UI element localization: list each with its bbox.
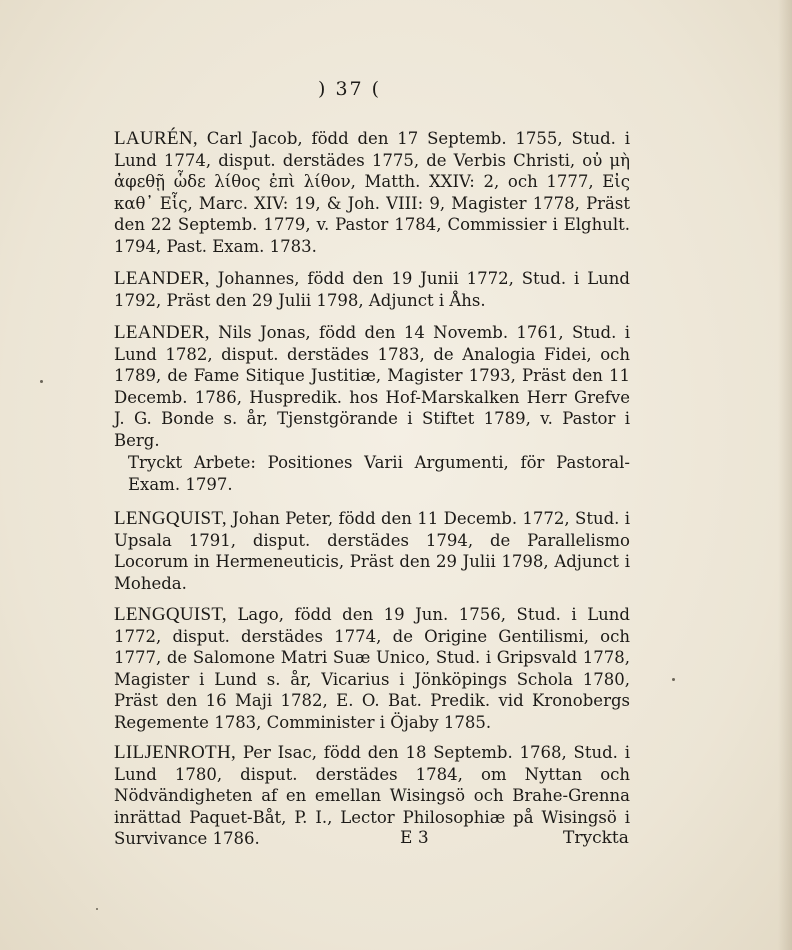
entry-lengquist-johan	[114, 508, 630, 594]
entry-name: LILJENROTH,	[114, 742, 237, 763]
printed-works-note: Tryckt Arbete: Positiones Varii Argumenti, för Pastoral-Exam. 1797.	[128, 453, 630, 494]
entry-liljenroth	[114, 742, 630, 850]
entry-text: Lago, född den 19 Jun. 1756, Stud. i Lund 1772, disput. derstädes 1774, de Origine Gentilismi, och 1777, de Salomone Matri Suæ Unico, Stud. i Gripsvald 1778, Magister i Lund s. år, Vicarius i Jönköpings Schola 1780, Präst den 16 Maji 1782, E. O. Bat. Predik. vid Kronobergs Regemente 1783, Comminister i Öjaby 1785.	[114, 605, 630, 732]
ink-speck	[96, 908, 98, 910]
catchword: Tryckta	[563, 828, 629, 848]
signature-mark: E 3	[400, 828, 429, 848]
entry-text: Johan Peter, född den 11 Decemb. 1772, Stud. i Upsala 1791, disput. derstädes 1794, de Parallelismo Locorum in Hermeneuticis, Präst den 29 Julii 1798, Adjunct i Moheda.	[114, 509, 631, 593]
entry-name: LENGQUIST,	[114, 508, 227, 529]
entry-name: LAURÉN,	[114, 128, 198, 149]
entry-lengquist-lago	[114, 604, 630, 734]
entry-text: Nils Jonas, född den 14 Novemb. 1761, Stud. i Lund 1782, disput. derstädes 1783, de Analogia Fidei, och 1789, de Fame Sitique Justitiæ, Magister 1793, Präst den 11 Decemb. 1786, Huspredik. hos Hof-Marskalken Herr Grefve J. G. Bonde s. år, Tjenstgörande i Stiftet 1789, v. Pastor i Berg.	[114, 323, 630, 450]
ink-speck	[672, 678, 675, 681]
entry-text: Per Isac, född den 18 Septemb. 1768, Stud. i Lund 1780, disput. derstädes 1784, om Nyttan och Nödvändigheten af en emellan Wisingsö och Brahe-Grenna inrättad Paquet-Båt, P. I., Lector Philosophiæ på Wisingsö i Survivance 1786.	[114, 743, 630, 849]
entry-name: LEANDER,	[114, 322, 210, 343]
running-head: ) 37 (	[318, 78, 382, 100]
entry-text: Johannes, född den 19 Junii 1772, Stud. i Lund 1792, Präst den 29 Julii 1798, Adjunct i Åhs.	[114, 269, 630, 310]
entry-leander-nils	[114, 322, 630, 452]
entry-name: LEANDER,	[114, 268, 210, 289]
entry-leander-johannes	[114, 268, 630, 311]
entry-text: Carl Jacob, född den 17 Septemb. 1755, Stud. i Lund 1774, disput. derstädes 1775, de Verbis Christi, οὐ μὴ ἀφεθῇ ὧδε λίθος ἐπὶ λίθον, Matth. XXIV: 2, och 1777, Εἰς καθ᾽ Εἷς, Marc. XIV: 19, & Joh. VIII: 9, Magister 1778, Präst den 22 Septemb. 1779, v. Pastor 1784, Commissier i Elghult. 1794, Past. Exam. 1783.	[114, 129, 630, 256]
entry-lauren	[114, 128, 630, 258]
page-edge-shadow	[778, 0, 792, 950]
entry-name: LENGQUIST,	[114, 604, 227, 625]
ink-speck	[40, 380, 43, 383]
